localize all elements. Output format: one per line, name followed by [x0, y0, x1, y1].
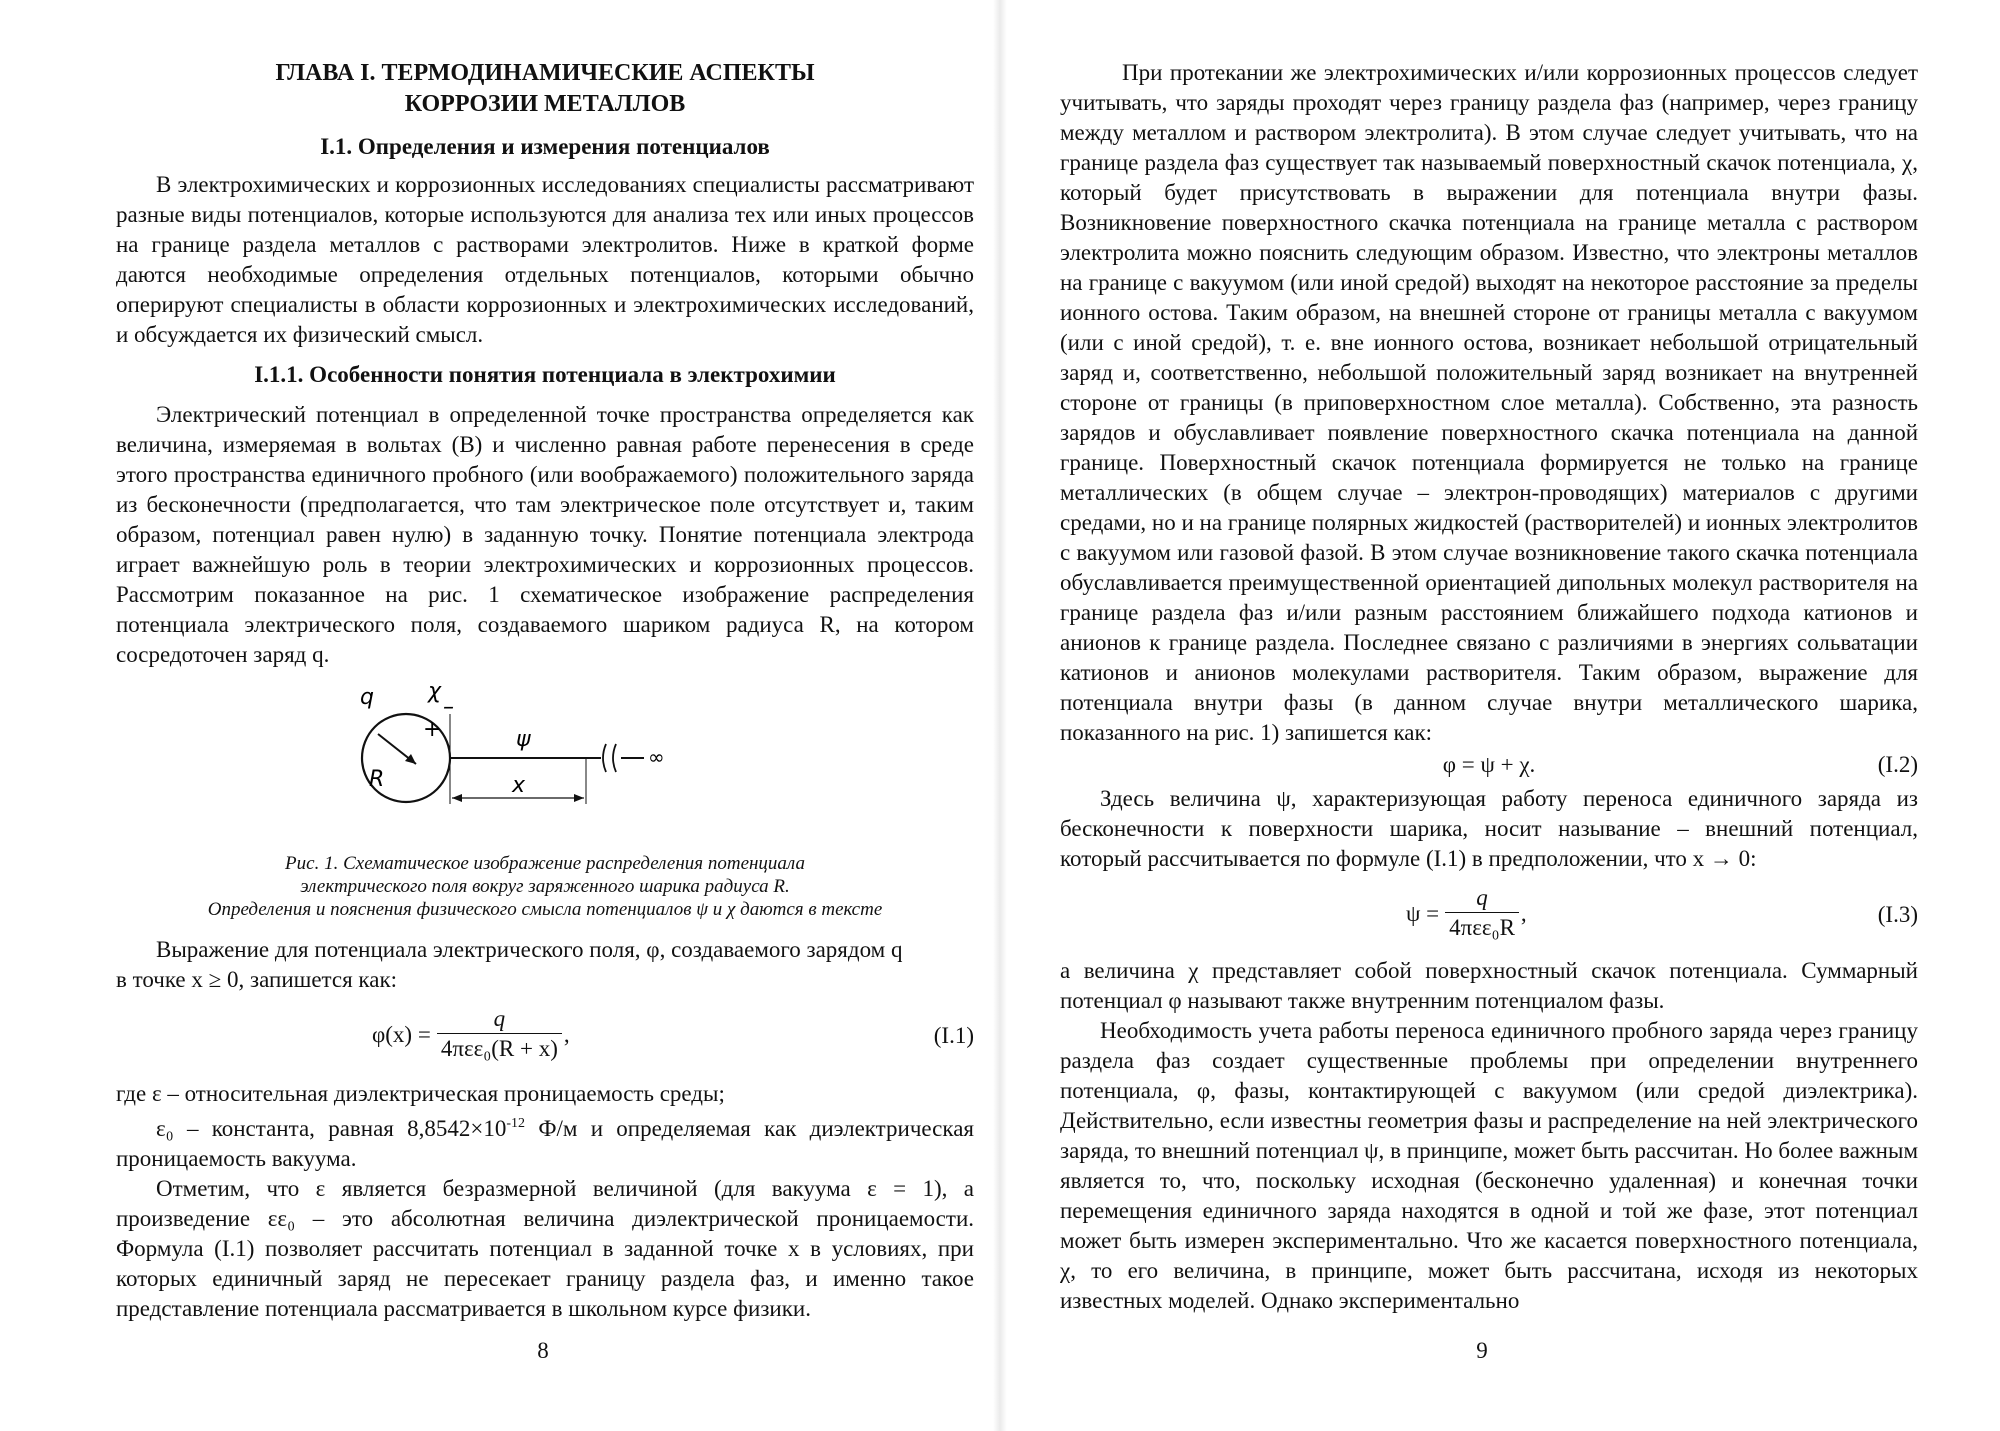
eq1-denominator: 4πεε₀(R + x): [440, 1036, 558, 1061]
label-chi: χ: [428, 684, 442, 704]
paragraph-chi-definition: а величина χ представляет собой поверхностный скачок потенциала. Суммарный потенциал φ называют также внутренним потенциалом фазы.: [1060, 958, 1918, 1013]
chapter-title-line-1: ГЛАВА I. ТЕРМОДИНАМИЧЕСКИЕ АСПЕКТЫ: [275, 60, 815, 86]
eq3-numerator: q: [1476, 885, 1488, 910]
equation-I2: [1060, 750, 1918, 780]
equation-I3-body: [1406, 884, 1527, 943]
eq3-comma: ,: [1520, 900, 1527, 926]
page-number-right: 9: [1476, 1338, 1488, 1363]
paragraph-surface-jump: При протекании же электрохимических и/или коррозионных процессов следует учитывать, что заряды проходят через границу раздела фаз (например, через границу между металлом и раствором электролита). В этом случае следует учитывать, что на границе раздела фаз существует так называемый поверхностный скачок потенциала, χ, который будет присутствовать в выражении для потенциала внутри фазы. Возникновение поверхностного скачка потенциала на границе металла с раствором электролита можно пояснить следующим образом. Известно, что электроны металлов на границе с вакуумом (или иной средой) выходят на некоторое расстояние за пределы ионного остова. Таким образом, на внешней стороне от границы металла с вакуумом (или с иной средой), т. е. вне ионного остова, возникает небольшой отрицательный заряд и, соответственно, небольшой положительный заряд возникает на внутренней стороне от границы (в приповерхностном слое металла). Собственно, эта разность зарядов и обуславливает появление поверхностного скачка потенциала на данной границе. Поверхностный скачок потенциала формируется не только на границе металлических (в общем случае – электрон-проводящих) материалов с другими средами, но и на границе полярных жидкостей (растворителей) и ионных электролитов с вакуумом или газовой фазой. В этом случае возникновение такого скачка потенциала обуславливается преимущественной ориентацией дипольных молекул растворителя на границе раздела фаз и/или разным расстоянием ближайшего подхода катионов и анионов к границе раздела. Последнее связано с различиями в энергиях сольватации катионов и анионов молекулами растворителя. Таким образом, выражение для потенциала внутри фазы (в данном случае внутри металлического шарика, показанного на рис. 1) запишется как:: [1060, 60, 1918, 745]
eq1-numerator: q: [493, 1006, 506, 1031]
label-infinity: ∞: [648, 745, 665, 769]
paragraph-dimensionless-epsilon: Отметим, что ε является безразмерной величиной (для вакуума ε = 1), а произведение εε₀ – это абсолютная величина диэлектрической проницаемости. Формула (I.1) позволяет рассчитать потенциал в заданной точке x в условиях, при которых единичный заряд не пересекает границу раздела фаз, и именно такое представление потенциала рассматривается в школьном курсе физики.: [116, 1176, 974, 1321]
eq3-number: (I.3): [1877, 902, 1918, 927]
eq1-lhs: φ(x) =: [372, 1021, 431, 1047]
eq1-fraction: [437, 1005, 562, 1064]
x-dim-arrow-left: [452, 794, 462, 802]
eps0-text-pre: ε₀ – константа, равная 8,8542×10: [156, 1116, 507, 1141]
equation-I1: [116, 1005, 974, 1071]
eq1-number: (I.1): [933, 1023, 974, 1048]
label-plus: +: [423, 717, 442, 742]
figure-caption-line-1: Рис. 1. Схематическое изображение распределения потенциала: [285, 853, 805, 874]
subsection-heading: I.1.1. Особенности понятия потенциала в электрохимии: [254, 362, 836, 387]
equation-I3: [1060, 884, 1918, 950]
figure-1: [116, 684, 974, 848]
axis-break: [603, 744, 616, 772]
eq2-body: φ = ψ + χ.: [1442, 752, 1536, 777]
figure-caption-line-3: Определения и пояснения физического смысла потенциалов ψ и χ даются в тексте: [207, 899, 883, 920]
eq2-number: (I.2): [1877, 752, 1918, 777]
section-heading: I.1. Определения и измерения потенциалов: [320, 134, 770, 159]
eps0-exponent: -12: [506, 1116, 526, 1131]
figure-caption-line-2: электрического поля вокруг заряженного шарика радиуса R.: [300, 876, 790, 897]
chapter-title-line-2: КОРРОЗИИ МЕТАЛЛОВ: [404, 91, 686, 117]
paragraph-potential-definition: Электрический потенциал в определенной точке пространства определяется как величина, измеряемая в вольтах (В) и численно равная работе перенесения в среде этого пространства единичного пробного (или воображаемого) положительного заряда из бесконечности (предполагается, что там электрическое поле отсутствует и, таким образом, потенциал равен нулю) в заданную точку. Понятие потенциала электрода играет важнейшую роль в теории электрохимических и коррозионных процессов. Рассмотрим показанное на рис. 1 схематическое изображение распределения потенциала электрического поля, создаваемого шариком радиуса R, на котором сосредоточен заряд q.: [116, 402, 974, 667]
left-text-column: [116, 58, 974, 1324]
page-right: [1000, 0, 2000, 1431]
label-q: q: [360, 685, 374, 710]
label-minus: –: [443, 695, 454, 720]
right-text-column: [1060, 58, 1918, 1316]
eq3-fraction: [1445, 884, 1519, 943]
eq1-comma: ,: [563, 1021, 570, 1047]
paragraph-external-potential: Здесь величина ψ, характеризующая работу переноса единичного заряда из бесконечности к поверхности шарика, носит называние – внешний потенциал, который рассчитывается по формуле (I.1) в предположении, что x → 0:: [1060, 786, 1918, 871]
eps0-text-post: Ф/м и определяемая как диэлектрическая проницаемость вакуума.: [116, 1116, 974, 1171]
label-x: x: [512, 773, 526, 798]
page-number-left: 8: [537, 1338, 549, 1363]
paragraph-internal-potential-problem: Необходимость учета работы переноса единичного пробного заряда через границу раздела фаз создает существенные проблемы при определении внутреннего потенциала, φ, фазы, контактирующей с вакуумом (или средой диэлектрика). Действительно, если известны геометрия фазы и распределение на ней электрического заряда, то внешний потенциал ψ, в принципе, может быть рассчитан. Но более важным является то, что, поскольку исходная (бесконечно удаленная) и конечная точки перемещения единичного заряда находятся в одной и той же фазе, этот потенциал может быть измерен экспериментально. Что же касается поверхностного потенциала, χ, то его величина, в принципе, может быть рассчитана, исходя из некоторых известных моделей. Однако экспериментально: [1060, 1018, 1918, 1313]
label-R: R: [369, 767, 385, 792]
label-psi: ψ: [516, 727, 531, 752]
figure-1-diagram: [116, 684, 974, 848]
paragraph-where-epsilon: где ε – относительная диэлектрическая проницаемость среды;: [116, 1081, 725, 1106]
eq3-lhs: ψ =: [1406, 900, 1440, 926]
equation-I1-body: [372, 1005, 570, 1064]
x-dim-arrow-right: [574, 794, 584, 802]
paragraph-intro: В электрохимических и коррозионных исследованиях специалисты рассматривают разные виды потенциалов, которые используются для анализа тех или иных процессов на границе раздела металлов с растворами электролитов. Ниже в краткой форме даются необходимые определения отдельных потенциалов, которыми обычно оперируют специалисты в области коррозионных и электрохимических исследований, и обсуждается их физический смысл.: [116, 172, 974, 347]
paragraph-field-expression-1: Выражение для потенциала электрического поля, φ, создаваемого зарядом q: [156, 937, 903, 962]
paragraph-field-expression-2: в точке x ≥ 0, запишется как:: [116, 967, 398, 992]
eq3-denominator: 4πεε₀R: [1449, 915, 1515, 940]
paragraph-epsilon0: [116, 1109, 974, 1174]
